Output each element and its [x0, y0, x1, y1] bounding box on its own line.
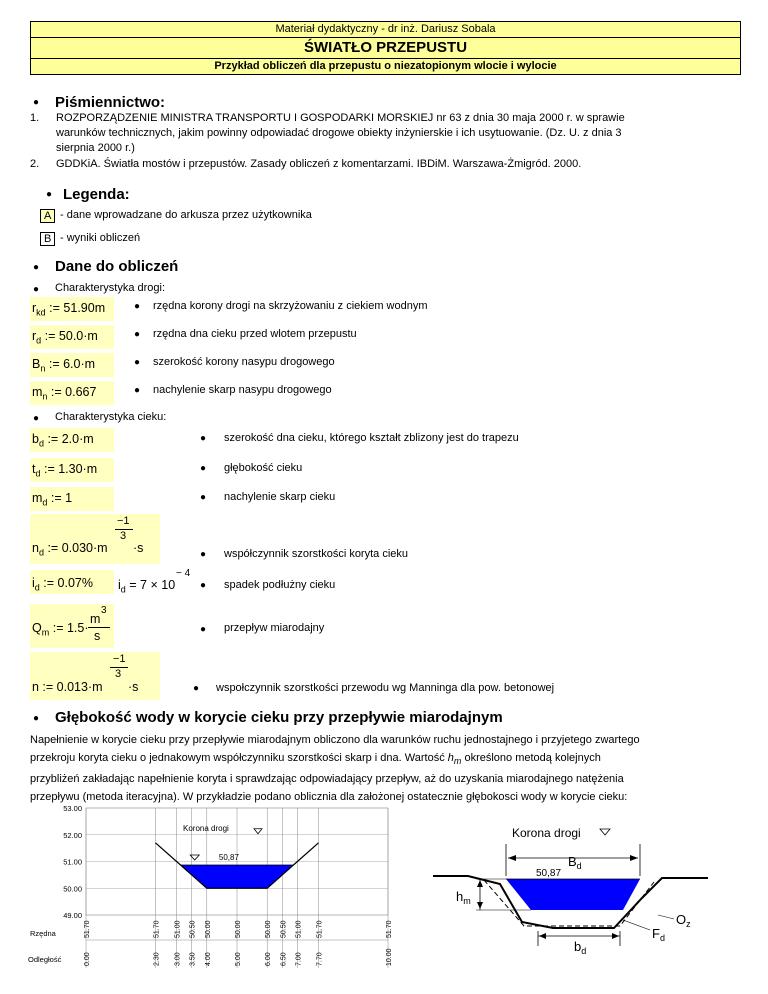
bullet-icon: ● [193, 683, 200, 694]
bullet-icon: ● [134, 385, 141, 396]
diagram-bd-label: $B_d$ [568, 854, 582, 871]
water-area [506, 879, 640, 910]
legend-b-text: - wyniki obliczeń [60, 232, 141, 244]
desc-n: wspołczynnik szorstkości przewodu wg Manninga dla pow. betonowej [216, 682, 555, 694]
legend-b-box: B [40, 232, 55, 246]
diagram-oz-label: $O_z$ [676, 912, 691, 929]
y-tick-label: 52.00 [63, 830, 82, 840]
document-header [30, 21, 741, 75]
desc-bd: szerokość dna cieku, którego kształt zblizony jest do trapezu [224, 432, 519, 444]
road-level-marker-icon [600, 829, 610, 835]
y-tick-label: 49.00 [63, 911, 82, 920]
header-author: Materiał dydaktyczny - dr inż. Dariusz Sobala [31, 22, 740, 38]
bib-item-1: ROZPORZĄDZENIE MINISTRA TRANSPORTU I GOSPODARKI MORSKIEJ nr 63 z dnia 30 maja 2000 r. w sprawie warunków technicznych, jakim powinny odpowiadać drogowe obiekty inżynierskie i ich usytuowanie. (Dz. U. z dnia 3 sierpnia 2000 r.) [56, 112, 625, 154]
y-tick-label: 53.00 [63, 804, 82, 813]
distance-label: 7.70 [316, 952, 324, 966]
distance-label: 5.00 [235, 952, 242, 966]
elevation-label: 50.50 [280, 920, 288, 938]
desc-qm: przepływ miarodajny [224, 622, 325, 634]
chart-water-label: 50,87 [218, 852, 239, 862]
distance-label: 0.00 [84, 952, 91, 966]
diagram-hm-label: $h_m$ [456, 889, 471, 906]
bullet-icon: ● [134, 357, 141, 368]
desc-rkd: rzędna korony drogi na skrzyżowaniu z ciekiem wodnym [153, 300, 428, 312]
elevation-label: 51.70 [153, 920, 161, 938]
bibliography-heading: Piśmiennictwo: [55, 94, 166, 111]
distance-label: 4.00 [204, 952, 212, 966]
depth-heading: Głębokość wody w korycie cieku przy przepływie miarodajnym [55, 709, 503, 726]
road-level-marker-icon [254, 829, 262, 834]
bib-item-2: GDDKiA. Światła mostów i przepustów. Zasady obliczeń z komentarzami. IBDiM. Warszawa-Żmigród. 2000. [56, 158, 582, 170]
row-label-elevation: Rzędna [30, 929, 56, 938]
var-rd[interactable]: $r_d$ := 50.0·m [30, 325, 114, 349]
elevation-label: 50.00 [235, 920, 242, 938]
elevation-label: 50.00 [265, 920, 273, 938]
road-heading: Charakterystyka drogi: [55, 282, 166, 294]
bullet-icon: ● [200, 463, 207, 474]
bullet-icon: ● [200, 580, 207, 591]
desc-rd: rzędna dna cieku przed wlotem przepustu [153, 328, 357, 340]
y-tick-label: 50.00 [63, 884, 82, 894]
bullet-icon: ● [134, 301, 141, 312]
elevation-label: 51.70 [316, 920, 324, 938]
bullet-icon: ● [134, 329, 141, 340]
desc-mn: nachylenie skarp nasypu drogowego [153, 384, 332, 396]
page-title: ŚWIATŁO PRZEPUSTU [31, 38, 740, 59]
water-area [181, 865, 294, 888]
bib-num-1: 1. [30, 112, 40, 124]
chart-road-label: Korona drogi [183, 823, 229, 833]
diagram-road-label: Korona drogi [512, 826, 581, 840]
var-bn[interactable]: $B_n$ := 6.0·m [30, 353, 114, 377]
y-tick-label: 51.00 [63, 857, 82, 867]
row-label-distance: Odległość [28, 955, 62, 964]
bullet-icon: ● [200, 624, 207, 635]
elevation-label: 51.70 [386, 920, 393, 938]
bullet-icon: ● [200, 549, 207, 560]
depth-paragraph: Napełnienie w korycie cieku przy przepływie miarodajnym obliczono dla warunków ruchu jednostajnego i przyjetego zwartego przekroju koryta cieku o jednakowym współczynniku szorstkości skarp i dna. Wartość $h_m$ określono metodą kolejnych przybliżeń zakładając napełnienie koryta i sprawdzając odpowiadający przepływ, aż do uzyskania miarodajnego natężenia przepływu (metoda iteracyjna). W przykładzie podano oblicznia dla założonej ostatecznie głębokosci wody w korycie cieku: [30, 734, 640, 804]
diagram-fd-label: $F_d$ [652, 926, 665, 943]
bullet-icon: ● [33, 262, 40, 273]
bullet-icon: ● [33, 413, 40, 424]
cross-section-chart [28, 800, 398, 972]
var-bd[interactable]: $b_d$ := 2.0·m [30, 428, 114, 452]
var-mn[interactable]: $m_n$ := 0.667 [30, 381, 114, 405]
distance-label: 2.30 [153, 952, 161, 966]
var-id[interactable]: $i_d$ := 0.07% [30, 570, 114, 594]
page-subtitle: Przykład obliczeń dla przepustu o niezatopionym wlocie i wylocie [214, 60, 557, 72]
diagram-small-bd-label: $b_d$ [574, 939, 587, 956]
var-nd[interactable]: $n_d$ := 0.030·m −1 3 ·s [30, 514, 160, 564]
distance-label: 3.50 [189, 952, 197, 966]
chart-y-ticks [63, 804, 82, 920]
bullet-icon: ● [200, 433, 207, 444]
desc-td: głębokość cieku [224, 462, 303, 474]
bullet-icon: ● [46, 189, 53, 200]
var-rkd[interactable]: $r_{kd}$ := 51.90m [30, 297, 114, 321]
elevation-label: 51.00 [295, 920, 303, 938]
distance-label: 3.00 [174, 952, 182, 966]
elevation-label: 50.00 [204, 920, 212, 938]
legend-heading: Legenda: [63, 186, 130, 203]
bullet-icon: ● [33, 97, 40, 108]
bullet-icon: ● [33, 713, 40, 724]
var-qm[interactable]: $Q_m$ := 1.5· m 3 s [30, 604, 114, 648]
desc-id: spadek podłużny cieku [224, 579, 336, 591]
input-heading: Dane do obliczeń [55, 258, 179, 275]
distance-label: 7.00 [295, 952, 303, 966]
channel-diagram [428, 818, 718, 974]
distance-label: 10.00 [386, 948, 393, 966]
distance-label: 6.50 [280, 952, 288, 966]
legend-a-text: - dane wprowadzane do arkusza przez użytkownika [60, 209, 312, 221]
diagram-level-label: 50,87 [536, 868, 562, 879]
desc-md: nachylenie skarp cieku [224, 491, 336, 503]
chart-x-labels [84, 920, 393, 966]
var-md[interactable]: $m_d$ := 1 [30, 487, 114, 511]
elevation-label: 51.70 [84, 920, 91, 938]
var-n[interactable]: n := 0.013·m −1 3 ·s [30, 652, 160, 700]
legend-a-box: A [40, 209, 55, 223]
stream-heading: Charakterystyka cieku: [55, 411, 167, 423]
desc-nd: współczynnik szorstkości koryta cieku [224, 548, 409, 560]
bullet-icon: ● [200, 492, 207, 503]
elevation-label: 51.00 [174, 920, 182, 938]
elevation-label: 50.50 [189, 920, 197, 938]
bib-num-2: 2. [30, 158, 40, 170]
desc-bn: szerokość korony nasypu drogowego [153, 356, 335, 368]
var-td[interactable]: $t_d$ := 1.30·m [30, 458, 114, 482]
distance-label: 6.00 [265, 952, 273, 966]
bullet-icon: ● [33, 284, 40, 295]
